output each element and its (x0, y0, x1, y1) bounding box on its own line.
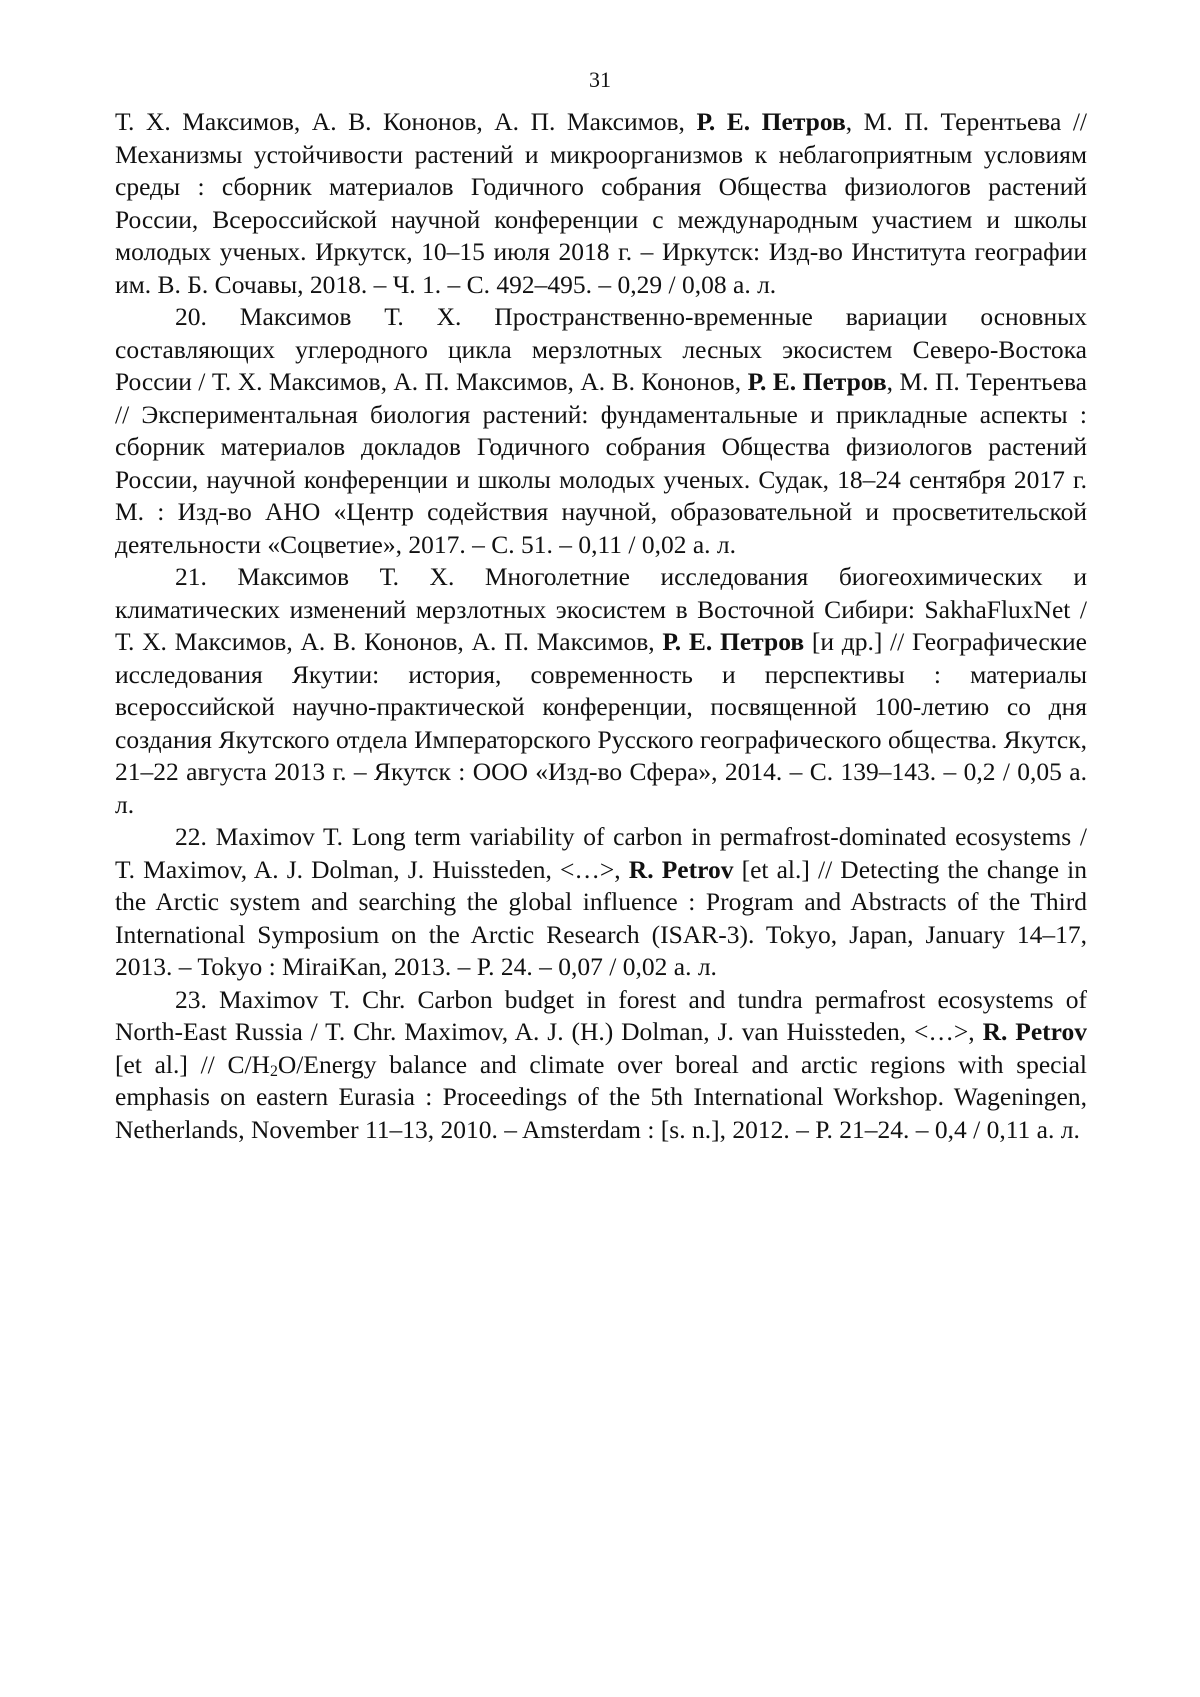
author-bold: Р. Е. Петров (662, 627, 805, 656)
entry-text: Т. Х. Максимов, А. В. Кононов, А. П. Максимов, (115, 107, 697, 136)
entry-text: [et al.] // C/H (115, 1049, 270, 1079)
bibliography-entry-19-continued (115, 106, 1087, 301)
entry-text: , М. П. Терентьева // Экспериментальная биология растений: фундаментальные и прикладные аспекты : сборник материалов докладов Годичного собрания Общества физиологов растений России, научной конференции и школы молодых ученых. Судак, 18–24 сентября 2017 г. М. : Изд-во АНО «Центр содействия научной, образовательной и просветительской деятельности «Соцветие», 2017. – С. 51. – 0,11 / 0,02 а. л. (115, 367, 1087, 559)
bibliography-entry-21 (115, 561, 1087, 821)
bibliography-entry-22 (115, 821, 1087, 984)
entry-text: [и др.] // Географические исследования Якутии: история, современность и перспективы : материалы всероссийской научно-практической конференции, посвященной 100-летию со дня создания Якутского отдела Императорского Русского географического общества. Якутск, 21–22 августа 2013 г. – Якутск : ООО «Изд-во Сфера», 2014. – С. 139–143. – 0,2 / 0,05 а. л. (115, 627, 1087, 819)
entry-text: 23. Maximov T. Chr. Carbon budget in forest and tundra permafrost ecosystems of North-East Russia / T. Chr. Maximov, A. J. (H.) Dolman, J. van Huissteden, <…>, (115, 984, 1087, 1046)
author-bold: R. Petrov (628, 854, 734, 884)
bibliography-entry-23 (115, 984, 1087, 1147)
author-bold: Р. Е. Петров (696, 107, 846, 136)
subscript-digit: 2 (269, 1062, 278, 1080)
author-bold: Р. Е. Петров (747, 367, 887, 396)
entry-text: , М. П. Терентьева // Механизмы устойчивости растений и микроорганизмов к неблагоприятным условиям среды : сборник материалов Годичного собрания Общества физиологов растений России, Всероссийской научной конференции с международным участием и школы молодых ученых. Иркутск, 10–15 июля 2018 г. – Иркутск: Изд-во Института географии им. В. Б. Сочавы, 2018. – Ч. 1. – С. 492–495. – 0,29 / 0,08 а. л. (115, 107, 1087, 299)
bibliography-entry-20 (115, 301, 1087, 561)
entry-text: O/Energy balance and climate over boreal and arctic regions with special emphasis on eastern Eurasia : Proceedings of the 5th International Workshop. Wageningen, Netherlands, November 11–13, 2010. – Amsterdam : [s. n.], 2012. – P. 21–24. – 0,4 / 0,11 а. л. (115, 1049, 1087, 1144)
page-number: 31 (589, 67, 611, 92)
entry-text: 21. Максимов Т. Х. Многолетние исследования биогеохимических и климатических изменений мерзлотных экосистем в Восточной Сибири: SakhaFluxNet / Т. Х. Максимов, А. В. Кононов, А. П. Максимов, (115, 562, 1087, 656)
entry-text: 20. Максимов Т. Х. Пространственно-временные вариации основных составляющих углеродного цикла мерзлотных лесных экосистем Северо-Востока России / Т. Х. Максимов, А. П. Максимов, А. В. Кононов, (115, 302, 1087, 396)
entry-text: 22. Maximov T. Long term variability of carbon in permafrost-dominated ecosystems / T. Maximov, A. J. Dolman, J. Huissteden, <…>, (115, 822, 1087, 884)
bibliography-list (115, 106, 1087, 1146)
entry-text: [et al.] // Detecting the change in the Arctic system and searching the global influence : Program and Abstracts of the Third International Symposium on the Arctic Research (ISAR-3). Tokyo, Japan, January 14–17, 2013. – Tokyo : MiraiKan, 2013. – P. 24. – 0,07 / 0,02 а. л. (115, 854, 1087, 981)
author-bold: R. Petrov (982, 1017, 1087, 1046)
